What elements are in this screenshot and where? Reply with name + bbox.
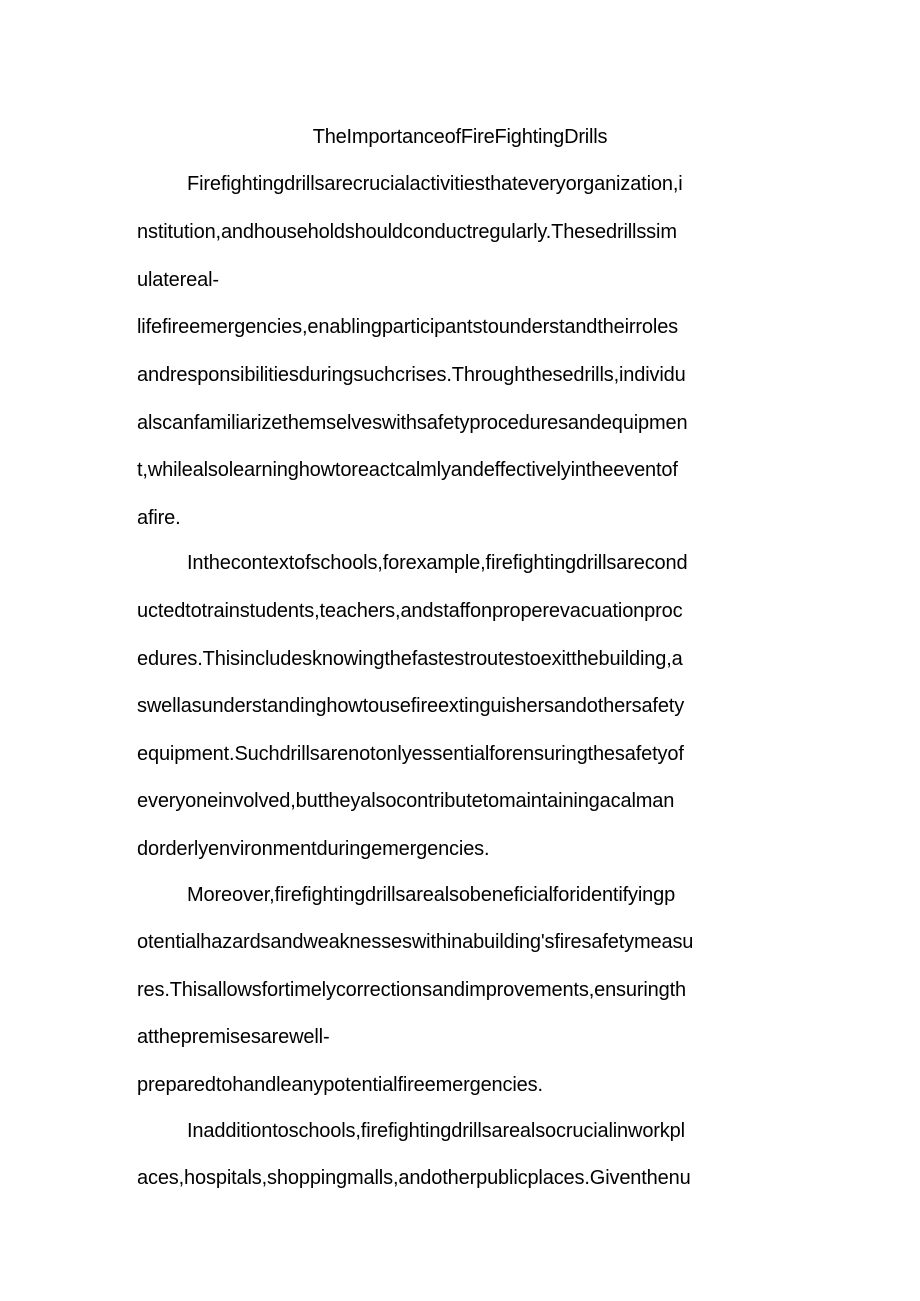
text-line: aces,hospitals,shoppingmalls,andotherpublicplaces.Giventhenu bbox=[137, 1167, 691, 1189]
text-line: equipment.Suchdrillsarenotonlyessentialforensuringthesafetyof bbox=[137, 743, 684, 765]
text-line: swellasunderstandinghowtousefireextinguishersandothersafety bbox=[137, 695, 685, 717]
text-line: uctedtotrainstudents,teachers,andstaffonproperevacuationproc bbox=[137, 600, 683, 622]
text-line: res.Thisallowsfortimelycorrectionsandimprovements,ensuringth bbox=[137, 979, 686, 1001]
text-line: edures.Thisincludesknowingthefastestroutestoexitthebuilding,a bbox=[137, 648, 683, 670]
text-line: otentialhazardsandweaknesseswithinabuilding'sfiresafetymeasu bbox=[137, 931, 694, 953]
text-line: t,whilealsolearninghowtoreactcalmlyandeffectivelyintheeventof bbox=[137, 459, 678, 481]
text-line: Firefightingdrillsarecrucialactivitiesthateveryorganization,i bbox=[187, 173, 683, 195]
text-line: Inthecontextofschools,forexample,firefightingdrillsarecond bbox=[187, 552, 688, 574]
document-title: TheImportanceofFireFightingDrills bbox=[312, 126, 608, 148]
text-line: ulatereal- bbox=[137, 269, 219, 291]
text-line: nstitution,andhouseholdshouldconductregularly.Thesedrillssim bbox=[137, 221, 677, 243]
text-line: Inadditiontoschools,firefightingdrillsarealsocrucialinworkpl bbox=[187, 1120, 685, 1142]
text-line: andresponsibilitiesduringsuchcrises.Throughthesedrills,individu bbox=[137, 364, 686, 386]
text-line: afire. bbox=[137, 507, 181, 529]
text-line: atthepremisesarewell- bbox=[137, 1026, 330, 1048]
text-line: lifefireemergencies,enablingparticipantstounderstandtheirroles bbox=[137, 316, 679, 338]
text-line: alscanfamiliarizethemselveswithsafetyproceduresandequipmen bbox=[137, 412, 688, 434]
text-line: preparedtohandleanypotentialfireemergencies. bbox=[137, 1074, 543, 1096]
text-line: dorderlyenvironmentduringemergencies. bbox=[137, 838, 490, 860]
text-line: Moreover,firefightingdrillsarealsobeneficialforidentifyingp bbox=[187, 884, 676, 906]
text-line: everyoneinvolved,buttheyalsocontributetomaintainingacalman bbox=[137, 790, 675, 812]
